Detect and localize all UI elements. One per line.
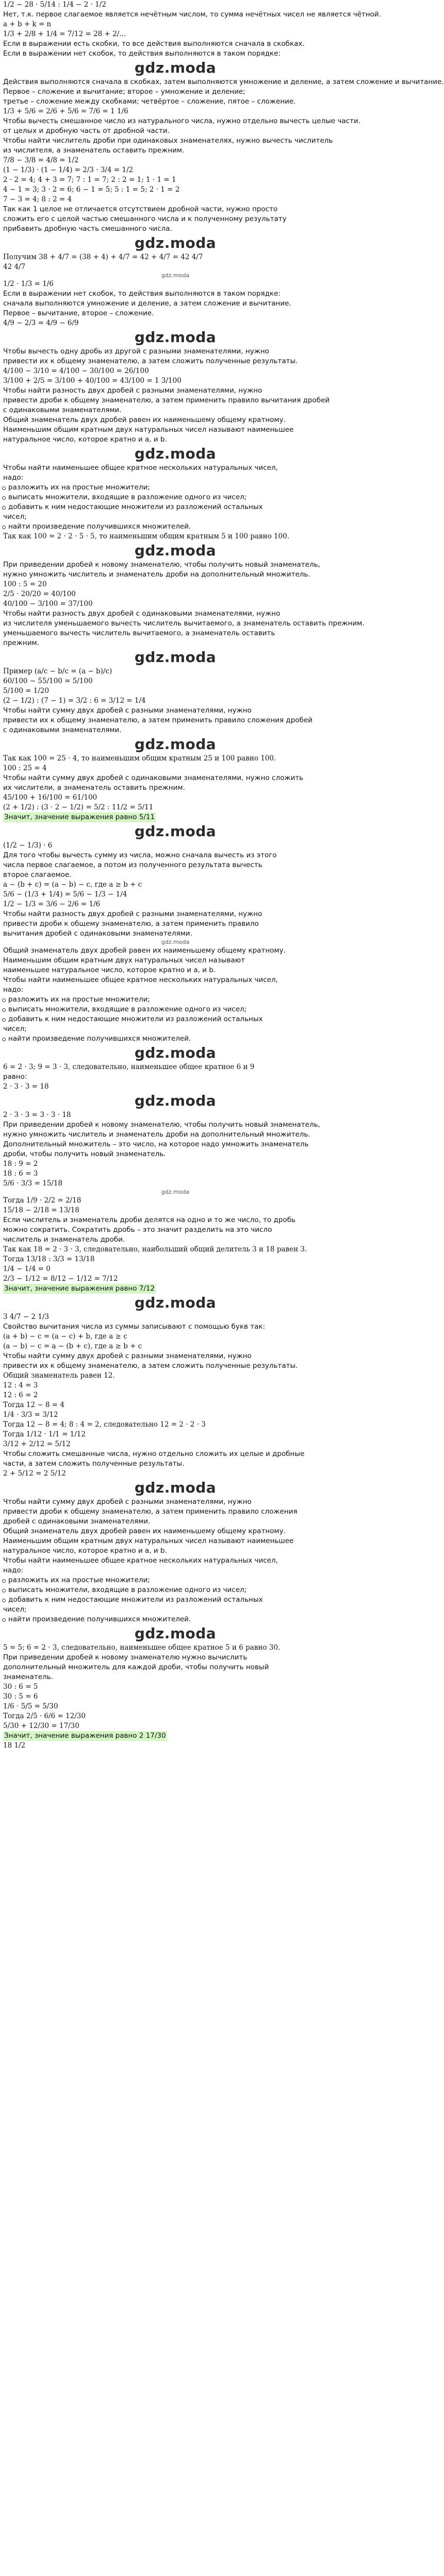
- math-line: 2 · 2 = 4; 4 + 3 = 7; 7 : 1 = 7; 2 : 2 = 1; 1 · 1 = 1: [3, 176, 176, 184]
- text-line: части, а затем сложить полученные результаты.: [3, 1460, 185, 1468]
- math-line: a + b + k = n: [3, 20, 52, 28]
- text-line: Если числитель и знаменатель дроби делятся на одно и то же число, то дробь: [3, 1216, 295, 1224]
- math-line: Получим 38 + 4/7 = (38 + 4) + 4/7 = 42 + 4/7 = 42 4/7: [3, 253, 203, 261]
- text-line: Чтобы найти разность двух дробей с разными знаменателями, нужно: [3, 386, 262, 395]
- text-line: нужно умножить числитель и знаменатель дроби на дополнительный множитель.: [3, 1130, 310, 1139]
- text-line: привести дроби к общему знаменателю, а затем применить правило: [3, 920, 259, 928]
- watermark-small: gdz.moda: [161, 939, 190, 945]
- text-line: Чтобы вычесть одну дробь из другой с разными знаменателями, нужно: [3, 347, 269, 355]
- math-line: 12 : 4 = 3: [3, 1381, 38, 1389]
- list-item: выписать множители, входящие в разложение одного из чисел;: [0, 1005, 351, 1014]
- list-item: выписать множители, входящие в разложение одного из чисел;: [0, 493, 351, 502]
- text-line: Чтобы вычесть смешанное число из натурального числа, нужно отдельно вычесть целые части.: [3, 117, 360, 125]
- text-line: Для того чтобы вычесть сумму из числа, можно сначала вычесть из этого: [3, 851, 277, 859]
- text-line: из числителя, а знаменатель оставить прежним.: [3, 146, 185, 155]
- text-line: Дополнительный множитель – это число, на которое надо умножить знаменатель: [3, 1140, 309, 1148]
- text-line: Общий знаменатель двух дробей равен их наименьшему общему кратному.: [3, 946, 286, 955]
- text-line: чисел;: [3, 513, 27, 521]
- text-line: из числителя уменьшаемого вычесть числитель вычитаемого, а знаменатель оставить прежним.: [3, 619, 365, 628]
- math-line: Тогда 12 − 8 = 4; 8 : 4 = 2, следовательно 12 = 2 · 2 · 3: [3, 1420, 206, 1429]
- watermark: gdz.moda: [134, 59, 217, 76]
- text-line: числа первое слагаемое, а потом из полученного результата вычесть: [3, 861, 262, 869]
- text-line: прибавить дробную часть смешанного числа.: [3, 225, 172, 233]
- watermark: gdz.moda: [134, 542, 217, 559]
- answer-highlight: Значит, значение выражения равно 2 17/30: [4, 1732, 166, 1740]
- math-line: (a − b) − c = a − (b + c), где a ≥ b + c: [3, 1342, 142, 1350]
- text-line: Свойство вычитания числа из суммы записывают с помощью букв так:: [3, 1323, 266, 1331]
- watermark: gdz.moda: [134, 1044, 217, 1061]
- math-line: 1/3 + 5/6 = 2/6 + 5/6 = 7/6 = 1 1/6: [3, 107, 128, 115]
- list-item: добавить к ним недостающие множители из разложений остальных: [0, 1014, 351, 1024]
- math-line: (a + b) − c = (a − c) + b, где a ≥ c: [3, 1332, 127, 1341]
- text-line: При приведении дробей к новому знаменателю, чтобы получить новый знаменатель,: [3, 1121, 320, 1129]
- math-line: Пример (a/c − b/c = (a − b)/c): [3, 667, 112, 675]
- math-line: 42 4/7: [3, 263, 26, 271]
- text-line: надо:: [3, 1566, 24, 1574]
- text-line: Общий знаменатель двух дробей равен их наименьшему общему кратному.: [3, 1527, 286, 1535]
- math-line: 2 + 5/12 = 2 5/12: [3, 1469, 66, 1478]
- text-line: от целых и дробную часть от дробной части.: [3, 127, 170, 135]
- watermark: gdz.moda: [134, 445, 217, 462]
- math-line: 1/4 · 3/3 = 3/12: [3, 1411, 58, 1419]
- text-line: Так как 1 целое не отличается отсутствием дробной части, нужно просто: [3, 205, 278, 213]
- math-line: 60/100 − 55/100 = 5/100: [3, 677, 93, 685]
- text-line: можно сократить. Сократить дробь – это значит разделить на это число: [3, 1226, 272, 1234]
- watermark-small: gdz.moda: [161, 272, 190, 279]
- math-line: 4/100 − 3/10 = 4/100 − 30/100 = 26/100: [3, 367, 149, 375]
- text-line: вычитания дробей с одинаковыми знаменателями.: [3, 929, 192, 938]
- text-line: натуральное число, которое кратно и a, и b.: [3, 435, 167, 444]
- text-line: Нет, т.к. первое слагаемое является нечётным числом, то сумма нечётных чисел не является чётной.: [3, 10, 381, 19]
- answer-highlight: Значит, значение выражения равно 7/12: [4, 1284, 155, 1293]
- text-line: сначала выполняются умножение и деление, а затем сложение и вычитание.: [3, 299, 291, 308]
- text-line: с одинаковыми знаменателями.: [3, 406, 122, 414]
- math-line: Так как 18 = 2 · 3 · 3, следовательно, наибольший общий делитель 3 и 18 равен 3.: [3, 1245, 307, 1253]
- math-line: 2 · 3 · 3 = 18: [3, 1082, 49, 1091]
- text-line: При приведении дробей к новому знаменателю, чтобы получить новый знаменатель,: [3, 561, 320, 569]
- text-line: Чтобы найти сумму двух дробей с разными знаменателями, нужно: [3, 706, 252, 715]
- math-line: 15/18 − 2/18 = 13/18: [3, 1206, 79, 1214]
- text-line: привести дроби к общему знаменателю, а затем применить правило сложения: [3, 1507, 298, 1516]
- text-line: знаменатель.: [3, 1673, 53, 1681]
- math-line: 18 1/2: [3, 1741, 26, 1750]
- math-line: 7/8 − 3/8 = 4/8 = 1/2: [3, 156, 79, 164]
- math-line: 1/6 · 5/5 = 5/30: [3, 1702, 58, 1710]
- list-item: найти произведение получившихся множителей.: [0, 1034, 351, 1044]
- text-line: Чтобы найти наименьшее общее кратное нескольких натуральных чисел,: [3, 976, 278, 984]
- math-line: 30 : 6 = 5: [3, 1683, 38, 1691]
- math-line: 6 = 2 · 3; 9 = 3 · 3, следовательно, наименьшее общее кратное 6 и 9: [3, 1063, 255, 1071]
- watermark: gdz.moda: [134, 1479, 217, 1496]
- math-line: Так как 100 = 2 · 2 · 5 · 5, то наименьшим общим кратным 5 и 100 равно 100.: [3, 532, 290, 540]
- math-line: 7 − 3 = 4; 8 : 2 = 4: [3, 195, 72, 204]
- math-line: 1/2 − 28 · 5/14 : 1/4 − 2 · 1/2: [3, 1, 106, 9]
- text-line: Наименьшим общим кратным двух натуральных чисел называют наименьшее: [3, 1537, 294, 1545]
- text-line: Чтобы найти сумму двух дробей с разными знаменателями, нужно: [3, 1498, 252, 1506]
- text-line: натуральное число, которое кратно и a, и b.: [3, 1547, 167, 1555]
- list-item: найти произведение получившихся множителей.: [0, 522, 351, 532]
- answer-highlight: Значит, значение выражения равно 5/11: [4, 813, 155, 821]
- text-line: Действия выполняются сначала в скобках, затем выполняются умножение и деление, а затем сложение и вычитание.: [3, 78, 444, 86]
- text-line: второе слагаемое.: [3, 871, 72, 879]
- text-line: Если в выражении нет скобок, то действия выполняются в таком порядке:: [3, 290, 281, 298]
- math-line: 12 : 6 = 2: [3, 1391, 38, 1399]
- text-line: привести их к общему знаменателю, а затем сложить полученные результаты.: [3, 1362, 298, 1370]
- text-line: Чтобы найти числитель дроби при одинаковых знаменателях, нужно вычесть числитель: [3, 137, 333, 145]
- watermark: gdz.moda: [134, 823, 217, 840]
- text-line: Если в выражении нет скобок, то действия выполняются в таком порядке:: [3, 49, 281, 58]
- math-line: 18 : 6 = 3: [3, 1170, 38, 1178]
- math-line: 2/5 · 20/20 = 40/100: [3, 590, 76, 598]
- math-line: Общий знаменатель равен 12.: [3, 1371, 115, 1380]
- watermark: gdz.moda: [134, 234, 217, 251]
- text-line: Чтобы найти разность двух дробей с одинаковыми знаменателями, нужно: [3, 609, 281, 618]
- text-line: Наименьшим общим кратным двух натуральных чисел называют наименьшее: [3, 426, 294, 434]
- answer-line: [0, 1731, 351, 1741]
- text-line: надо:: [3, 986, 24, 994]
- watermark: gdz.moda: [134, 736, 217, 753]
- math-line: 3/100 + 2/5 = 3/100 + 40/100 = 43/100 = 1 3/100: [3, 377, 182, 385]
- list-item: разложить их на простые множители;: [0, 483, 351, 493]
- math-line: 5 = 5; 6 = 2 · 3, следовательно, наименьшее общее кратное 5 и 6 равно 30.: [3, 1643, 281, 1652]
- math-line: 4 − 1 = 3; 3 · 2 = 6; 6 − 1 = 5; 5 : 1 = 5; 2 · 1 = 2: [3, 185, 180, 194]
- watermark: gdz.moda: [134, 649, 217, 666]
- math-line: 4/9 − 2/3 = 4/9 − 6/9: [3, 319, 79, 327]
- list-item: разложить их на простые множители;: [0, 995, 351, 1005]
- text-line: привести их к общему знаменателю, а затем применить правило сложения дробей: [3, 716, 313, 724]
- text-line: дополнительный множитель для каждой дроби, чтобы получить новый: [3, 1663, 269, 1671]
- text-line: Чтобы найти сумму двух дробей с разными знаменателями, нужно: [3, 1352, 252, 1360]
- text-line: Наименьшим общим кратным двух натуральных чисел называют: [3, 956, 245, 964]
- math-line: 5/100 = 1/20: [3, 687, 50, 695]
- text-line: При приведении дробей к новому знаменателю нужно вычислить: [3, 1653, 248, 1662]
- watermark: gdz.moda: [134, 1294, 217, 1311]
- math-line: Тогда 13/18 : 3/3 = 13/18: [3, 1255, 95, 1263]
- text-line: прежним.: [3, 639, 39, 647]
- math-line: (1 − 1/3) · (1 − 1/4) = 2/3 · 3/4 = 1/2: [3, 166, 134, 174]
- answer-line: [0, 812, 351, 822]
- text-line: с одинаковыми знаменателями.: [3, 726, 122, 734]
- math-line: 30 : 5 = 6: [3, 1692, 38, 1701]
- text-line: Чтобы найти наименьшее общее кратное нескольких натуральных чисел,: [3, 1556, 278, 1565]
- list-item: найти произведение получившихся множителей.: [0, 1615, 351, 1624]
- math-line: a − (b + c) = (a − b) − c, где a ≥ b + c: [3, 880, 142, 889]
- math-line: (2 − 1/2) : (7 − 1) = 3/2 : 6 = 3/12 = 1/4: [3, 697, 146, 705]
- math-line: 3/12 + 2/12 = 5/12: [3, 1440, 71, 1448]
- math-line: 1/2 − 1/3 = 3/6 − 2/6 = 1/6: [3, 900, 101, 908]
- math-line: 3 4/7 − 2 1/3: [3, 1313, 50, 1321]
- list-item: выписать множители, входящие в разложение одного из чисел;: [0, 1585, 351, 1595]
- math-line: 45/100 + 16/100 = 61/100: [3, 793, 97, 802]
- text-line: чисел;: [3, 1025, 27, 1033]
- math-line: 5/30 + 12/30 = 17/30: [3, 1722, 79, 1730]
- watermark: gdz.moda: [134, 1625, 217, 1642]
- math-line: 100 : 5 = 20: [3, 580, 47, 588]
- math-line: Тогда 12 − 8 = 4: [3, 1401, 65, 1409]
- math-line: 1/4 − 1/4 = 0: [3, 1265, 51, 1273]
- list-item: добавить к ним недостающие множители из разложений остальных: [0, 502, 351, 512]
- math-line: 18 : 9 = 2: [3, 1160, 38, 1168]
- text-line: уменьшаемого вычесть числитель вычитаемого, а знаменатель оставить: [3, 629, 275, 637]
- list-item: добавить к ним недостающие множители из разложений остальных: [0, 1595, 351, 1605]
- text-line: нужно умножить числитель и знаменатель дроби на дополнительный множитель.: [3, 570, 310, 579]
- text-line: привести дроби к общему знаменателю, а затем применить правило вычитания дробей: [3, 396, 330, 404]
- text-line: сложить его с целой частью смешанного числа и к полученному результату: [3, 215, 287, 223]
- math-line: (1/2 − 1/3) · 6: [3, 841, 53, 850]
- text-line: Первое – сложение и вычитание; второе – умножение и деление;: [3, 88, 245, 96]
- math-line: 5/6 · 3/3 = 15/18: [3, 1179, 63, 1188]
- text-line: числитель и знаменатель дроби.: [3, 1235, 125, 1244]
- text-line: Чтобы сложить смешанные числа, нужно отдельно сложить их целые и дробные: [3, 1450, 305, 1458]
- text-line: Чтобы найти сумму двух дробей с одинаковыми знаменателями, нужно сложить: [3, 774, 304, 782]
- math-line: Тогда 1/9 · 2/2 = 2/18: [3, 1196, 81, 1205]
- text-line: привести их к общему знаменателю, а затем сложить полученные результаты.: [3, 357, 298, 365]
- text-line: дроби, чтобы получить новый знаменатель.: [3, 1150, 166, 1158]
- text-line: Общий знаменатель двух дробей равен их наименьшему общему кратному.: [3, 416, 286, 424]
- text-line: Чтобы найти наименьшее общее кратное нескольких натуральных чисел,: [3, 464, 278, 472]
- text-line: дробей с одинаковыми знаменателями.: [3, 1517, 151, 1526]
- math-line: (2 + 1/2) : (3 · 2 − 1/2) = 5/2 : 11/2 = 5/11: [3, 803, 154, 811]
- watermark: gdz.moda: [134, 1092, 217, 1109]
- math-line: 1/2 · 1/3 = 1/6: [3, 280, 54, 288]
- text-line: чисел;: [3, 1605, 27, 1614]
- text-line: Первое – вычитание, второе – сложение.: [3, 309, 154, 317]
- math-line: 2 · 3 · 3 = 3 · 3 · 18: [3, 1111, 71, 1119]
- watermark-small: gdz.moda: [161, 1189, 190, 1195]
- math-line: 1/3 + 2/8 + 1/4 = 7/12 = 28 + 2/...: [3, 30, 126, 38]
- math-line: Тогда 1/12 · 1/1 = 1/12: [3, 1430, 86, 1438]
- text-line: равно:: [3, 1073, 27, 1081]
- math-line: 100 : 25 = 4: [3, 764, 47, 772]
- math-line: Тогда 2/5 · 6/6 = 12/30: [3, 1712, 86, 1720]
- text-line: надо:: [3, 473, 24, 482]
- math-line: 2/3 − 1/12 = 8/12 − 1/12 = 7/12: [3, 1275, 118, 1283]
- watermark: gdz.moda: [134, 329, 217, 346]
- list-item: разложить их на простые множители;: [0, 1575, 351, 1585]
- text-line: их числители, а знаменатель оставить прежним.: [3, 784, 185, 792]
- math-line: Так как 100 = 25 · 4, то наименьшим общим кратным 25 и 100 равно 100.: [3, 754, 276, 762]
- text-line: Если в выражении есть скобки, то все действия выполняются сначала в скобках.: [3, 40, 305, 48]
- text-line: Чтобы найти разность двух дробей с разными знаменателями, нужно: [3, 910, 262, 918]
- answer-line: [0, 1284, 351, 1294]
- math-line: 40/100 − 3/100 = 37/100: [3, 600, 93, 608]
- text-line: третье – сложение между скобками; четвёртое – сложение, пятое – сложение.: [3, 97, 296, 106]
- math-line: 5/6 − (1/3 + 1/4) = 5/6 − 1/3 − 1/4: [3, 890, 127, 899]
- text-line: наименьшее натуральное число, которое кратно и a, и b.: [3, 966, 216, 974]
